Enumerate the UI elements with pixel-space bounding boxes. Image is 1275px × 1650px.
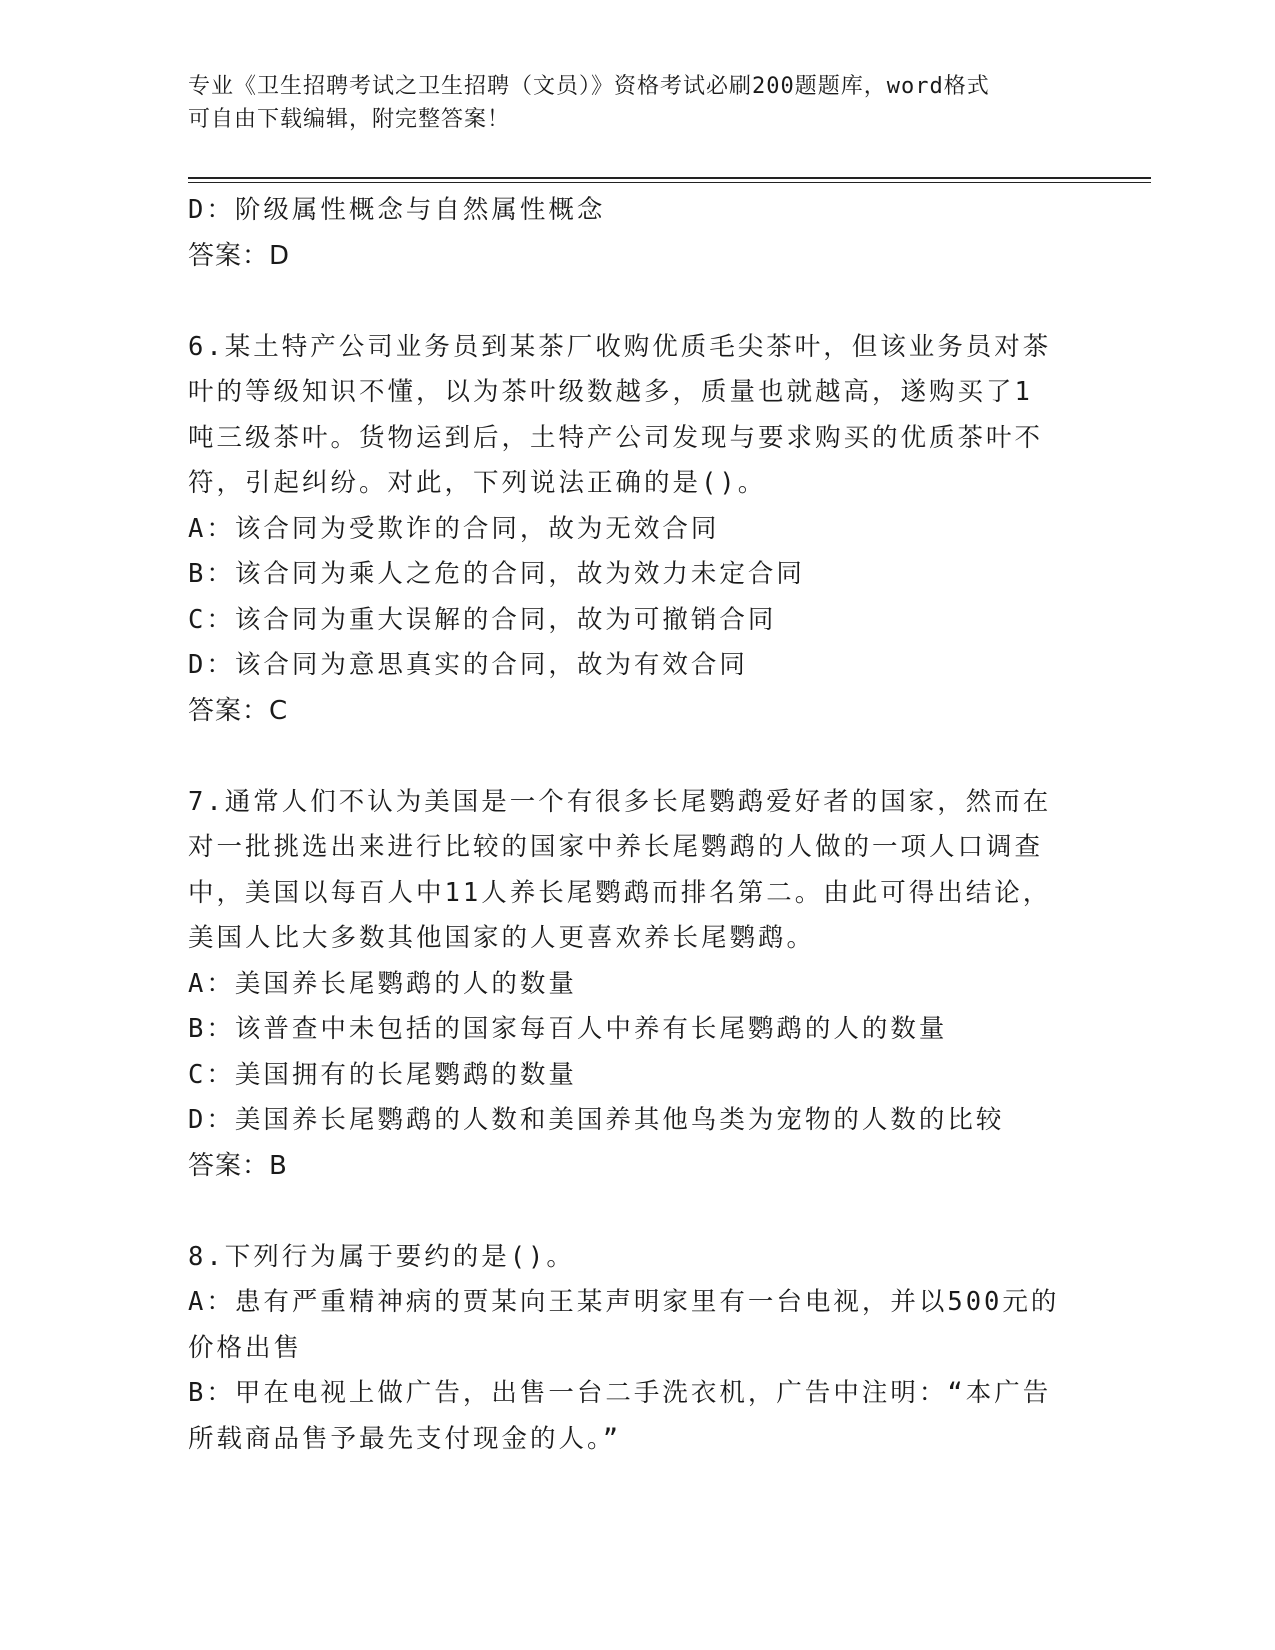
question-7 [188, 780, 1088, 1190]
spacer [188, 1189, 1088, 1235]
header-divider-thin [188, 182, 1151, 183]
question-stem-line: 美国人比大多数其他国家的人更喜欢养长尾鹦鹉。 [188, 923, 816, 953]
option-a-continued: 价格出售 [188, 1332, 303, 1363]
header-divider-thick [188, 177, 1151, 179]
answer-label: 答案：B [188, 1150, 288, 1181]
document-header [188, 70, 1088, 136]
spacer [188, 279, 1088, 325]
option-c: C：美国拥有的长尾鹦鹉的数量 [188, 1059, 577, 1090]
question-stem-line: 7.通常人们不认为美国是一个有很多长尾鹦鹉爱好者的国家，然而在 [188, 786, 1052, 817]
question-stem-line: 6.某土特产公司业务员到某茶厂收购优质毛尖茶叶，但该业务员对茶 [188, 331, 1052, 362]
option-a: A：患有严重精神病的贾某向王某声明家里有一台电视，并以500元的 [188, 1287, 1060, 1317]
option-b-continued: 所载商品售予最先支付现金的人。” [188, 1423, 622, 1454]
question-stem-line: 对一批挑选出来进行比较的国家中养长尾鹦鹉的人做的一项人口调查 [188, 832, 1044, 862]
question-stem-line: 叶的等级知识不懂，以为茶叶级数越多，质量也就越高，遂购买了1 [188, 377, 1033, 407]
option-a: A：美国养长尾鹦鹉的人的数量 [188, 968, 577, 999]
document-body [188, 188, 1088, 1462]
question-5-tail [188, 188, 1088, 279]
option-b: B：甲在电视上做广告，出售一台二手洗衣机，广告中注明：“本广告 [188, 1378, 1052, 1408]
option-d: D：阶级属性概念与自然属性概念 [188, 195, 606, 225]
question-stem-line: 8.下列行为属于要约的是()。 [188, 1241, 575, 1272]
question-8 [188, 1235, 1088, 1463]
option-b: B：该普查中未包括的国家每百人中养有长尾鹦鹉的人的数量 [188, 1014, 948, 1044]
option-a: A：该合同为受欺诈的合同，故为无效合同 [188, 513, 720, 544]
option-b: B：该合同为乘人之危的合同，故为效力未定合同 [188, 559, 805, 589]
option-d: D：该合同为意思真实的合同，故为有效合同 [188, 650, 748, 680]
spacer [188, 734, 1088, 780]
question-6 [188, 325, 1088, 735]
answer-label: 答案：C [188, 695, 289, 726]
question-stem-line: 吨三级茶叶。货物运到后，土特产公司发现与要求购买的优质茶叶不 [188, 422, 1044, 453]
option-d: D：美国养长尾鹦鹉的人数和美国养其他鸟类为宠物的人数的比较 [188, 1105, 1005, 1135]
header-line-2: 可自由下载编辑，附完整答案！ [188, 107, 511, 132]
answer-label: 答案：D [188, 240, 291, 271]
header-line-1: 专业《卫生招聘考试之卫生招聘（文员）》资格考试必刷200题题库，word格式 [188, 74, 990, 99]
option-c: C：该合同为重大误解的合同，故为可撤销合同 [188, 604, 777, 635]
question-stem-line: 中，美国以每百人中11人养长尾鹦鹉而排名第二。由此可得出结论， [188, 877, 1052, 908]
question-stem-line: 符，引起纠纷。对此，下列说法正确的是()。 [188, 468, 767, 498]
